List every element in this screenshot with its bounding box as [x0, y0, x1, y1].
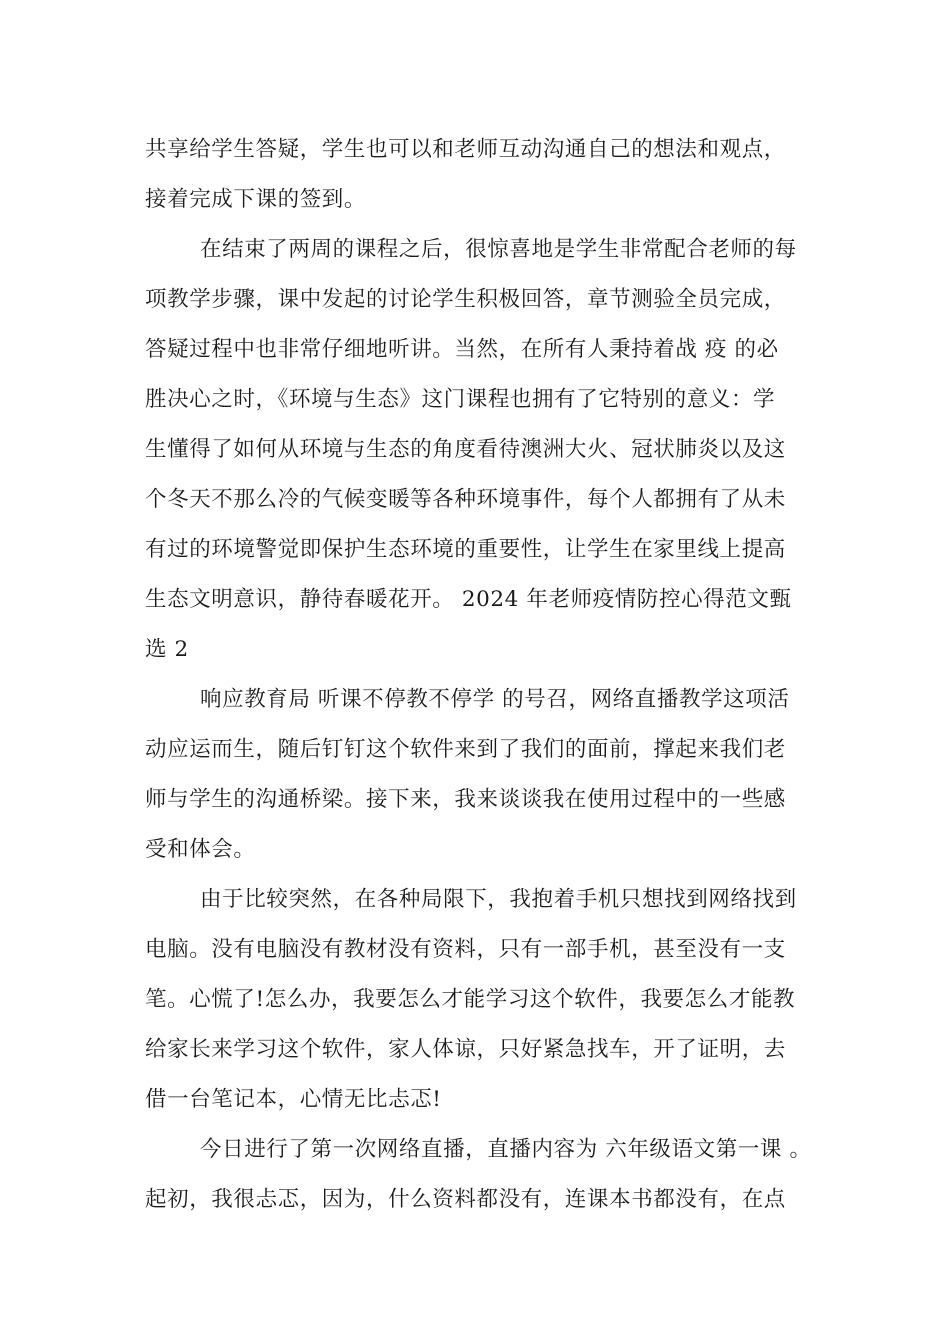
text-line: 起初，我很忐忑，因为，什么资料都没有，连课本书都没有，在点 [145, 1187, 786, 1212]
paragraph-start-line: 响应教育局 听课不停教不停学 的号召，网络直播教学这项活 [200, 687, 790, 712]
text-line: 生懂得了如何从环境与生态的角度看待澳洲大火、冠状肺炎以及这 [145, 437, 786, 462]
text-line: 选 2 [145, 637, 189, 662]
text-line: 接着完成下课的签到。 [145, 187, 367, 212]
text-line: 共享给学生答疑，学生也可以和老师互动沟通自己的想法和观点， [145, 137, 786, 162]
paragraph-start-line: 今日进行了第一次网络直播，直播内容为 六年级语文第一课 。 [200, 1137, 812, 1162]
text-line: 生态文明意识，静待春暖花开。 2024 年老师疫情防控心得范文甄 [145, 587, 792, 612]
text-line: 借一台笔记本，心情无比忐忑! [145, 1087, 442, 1112]
text-line: 有过的环境警觉即保护生态环境的重要性，让学生在家里线上提高 [145, 537, 786, 562]
paragraph-start-line: 在结束了两周的课程之后，很惊喜地是学生非常配合老师的每 [200, 237, 797, 262]
text-line: 师与学生的沟通桥梁。接下来，我来谈谈我在使用过程中的一些感 [145, 787, 786, 812]
text-line: 电脑。没有电脑没有教材没有资料，只有一部手机，甚至没有一支 [145, 937, 786, 962]
text-line: 受和体会。 [145, 837, 256, 862]
text-line: 给家长来学习这个软件，家人体谅，只好紧急找车，开了证明，去 [145, 1037, 786, 1062]
text-line: 胜决心之时，《环境与生态》这门课程也拥有了它特别的意义：学 [145, 387, 776, 412]
text-line: 项教学步骤，课中发起的讨论学生积极回答，章节测验全员完成， [145, 287, 786, 312]
text-line: 答疑过程中也非常仔细地听讲。当然，在所有人秉持着战 疫 的必 [145, 337, 779, 362]
paragraph-start-line: 由于比较突然，在各种局限下，我抱着手机只想找到网络找到 [200, 887, 797, 912]
text-line: 个冬天不那么冷的气候变暖等各种环境事件，每个人都拥有了从未 [145, 487, 786, 512]
text-line: 动应运而生，随后钉钉这个软件来到了我们的面前，撑起来我们老 [145, 737, 786, 762]
text-line: 笔。心慌了!怎么办，我要怎么才能学习这个软件，我要怎么才能教 [145, 987, 796, 1012]
